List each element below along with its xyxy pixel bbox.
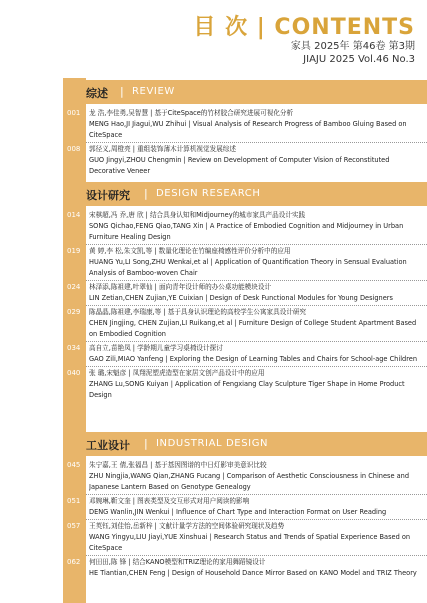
issue-en: JIAJU 2025 Vol.46 No.3 bbox=[303, 54, 415, 65]
entry-title-cn: 郭径义,周橙亮 | 重组装饰薄木计算机视觉发展综述 bbox=[89, 145, 236, 153]
entry-divider bbox=[86, 305, 427, 306]
entry-title-cn: 宋棋超,冯 乔,唐 欣 | 结合具身认知和Midjourney的城市家具产品设计实践 bbox=[89, 211, 306, 219]
section-header bbox=[63, 432, 427, 456]
entry-title-en: Decorative Veneer bbox=[89, 167, 151, 175]
entry-title-en: ZHU Ningjia,WANG Qian,ZHANG Fucang | Comparison of Aesthetic Consciousness in Chinese and bbox=[89, 472, 410, 480]
entry-divider bbox=[86, 280, 427, 281]
page-number: 040 bbox=[67, 369, 81, 377]
entry-title-cn: 陈晶晶,陈祖建,李瑞康,等 | 基于具身认识理论的高校学生公寓家具设计研究 bbox=[89, 308, 307, 316]
entry-title-cn: 龙 浩,李佳勇,吴智慧 | 基于CiteSpace的竹材胶合研究进展可视化分析 bbox=[89, 109, 294, 117]
entry-title-cn: 高自立,苗艳凤 | 学龄期儿童学习桌椅设计探讨 bbox=[89, 344, 223, 352]
entry-divider bbox=[86, 341, 427, 342]
entry-title-en: Design bbox=[89, 391, 112, 399]
entry-title-en: CiteSpace bbox=[89, 131, 123, 139]
section-header bbox=[63, 80, 427, 104]
page-number: 024 bbox=[67, 283, 81, 291]
entry-title-en: GAO Zili,MIAO Yanfeng | Exploring the Design of Learning Tables and Chairs for School-age Children bbox=[89, 355, 418, 363]
entry-divider bbox=[86, 366, 427, 367]
entry-title-en: CiteSpace bbox=[89, 544, 123, 552]
entry-title-en: HE Tiantian,CHEN Feng | Design of Household Dance Mirror Based on KANO Model and TRIZ Theory bbox=[89, 569, 417, 577]
section-title-cn: 工业设计 bbox=[86, 439, 130, 452]
section-title-cn: 综述 bbox=[86, 87, 108, 100]
page-number: 051 bbox=[67, 497, 81, 505]
entry-divider bbox=[86, 494, 427, 495]
page-number: 034 bbox=[67, 344, 81, 352]
section-header bbox=[63, 182, 427, 206]
entry-title-cn: 朱宁嘉,王 倩,张福昌 | 基于基因图谱的中日灯影审美意识比较 bbox=[89, 461, 267, 469]
entry-title-en: Analysis of Bamboo-woven Chair bbox=[89, 269, 198, 277]
section-title-en: DESIGN RESEARCH bbox=[156, 188, 261, 199]
entry-title-en: DENG Wanlin,JIN Wenkui | Influence of Chart Type and Interaction Format on User Reading bbox=[89, 508, 387, 516]
entry-title-cn: 张 璐,宋魁彦 | 凤翔泥塑虎造型在家居文创产品设计中的应用 bbox=[89, 369, 265, 377]
page-number: 001 bbox=[67, 109, 81, 117]
page-number: 057 bbox=[67, 522, 81, 530]
page-number: 019 bbox=[67, 247, 81, 255]
page-number: 062 bbox=[67, 558, 81, 566]
entry-divider bbox=[86, 244, 427, 245]
entry-title-en: Furniture Healing Design bbox=[89, 233, 171, 241]
page-title: 目 次 | CONTENTS bbox=[193, 15, 415, 40]
entry-title-en: CHEN Jingjing, CHEN Zujian,LI Ruikang,et al | Furniture Design of College Student Apartment Based bbox=[89, 319, 417, 327]
section-title-en: REVIEW bbox=[132, 86, 175, 97]
entry-title-cn: 黄 婷,李 松,朱文凯,等 | 数量化理论在竹编座椅感性评价分析中的应用 bbox=[89, 247, 291, 255]
entry-title-en: ZHANG Lu,SONG Kuiyan | Application of Fengxiang Clay Sculpture Tiger Shape in Home Product bbox=[89, 380, 405, 388]
entry-divider bbox=[86, 555, 427, 556]
section-title-cn: 设计研究 bbox=[86, 189, 130, 202]
entry-title-en: HUANG Yu,LI Song,ZHU Wenkai,et al | Application of Quantification Theory in Sensual Evaluation bbox=[89, 258, 407, 266]
entry-title-cn: 王英钰,刘佳怡,岳新梓 | 文献计量学方法的空间体验研究现状及趋势 bbox=[89, 522, 285, 530]
entry-title-en: on Embodied Cognition bbox=[89, 330, 166, 338]
section-title-en: INDUSTRIAL DESIGN bbox=[156, 438, 269, 449]
page-number: 045 bbox=[67, 461, 81, 469]
entry-title-cn: 何田田,陈 锋 | 结合KANO模型和TRIZ理论的家用舞蹈镜设计 bbox=[89, 558, 266, 566]
entry-title-en: Japanese Lantern Based on Genotype Genealogy bbox=[89, 483, 251, 491]
issue-info bbox=[291, 40, 415, 66]
entry-title-cn: 林泽添,陈祖建,叶翠仙 | 面向青年设计师的办公桌功能模块设计 bbox=[89, 283, 272, 291]
page-number: 029 bbox=[67, 308, 81, 316]
entry-divider bbox=[86, 519, 427, 520]
entry-title-en: GUO Jingyi,ZHOU Chengmin | Review on Development of Computer Vision of Reconstituted bbox=[89, 156, 390, 164]
entry-title-en: LIN Zetian,CHEN Zujian,YE Cuixian | Design of Desk Functional Modules for Young Designers bbox=[89, 294, 393, 302]
section-separator: | bbox=[144, 187, 148, 200]
page-number: 008 bbox=[67, 145, 81, 153]
entry-title-en: WANG Yingyu,LIU Jiayi,YUE Xinshuai | Research Status and Trends of Spatial Experience Based on bbox=[89, 533, 411, 541]
entry-title-cn: 邓婉琳,靳文奎 | 图表类型及交互形式对用户阅读的影响 bbox=[89, 497, 250, 505]
issue-cn: 家具 2025年 第46卷 第3期 bbox=[290, 41, 415, 52]
page-number: 014 bbox=[67, 211, 81, 219]
section-separator: | bbox=[144, 437, 148, 450]
section-separator: | bbox=[120, 85, 124, 98]
entry-divider bbox=[86, 142, 427, 143]
entry-title-en: MENG Hao,JI Jiagui,WU Zhihui | Visual Analysis of Research Progress of Bamboo Gluing Based on bbox=[89, 120, 407, 128]
entry-title-en: SONG Qichao,FENG Qiao,TANG Xin | A Practice of Embodied Cognition and Midjourney in Urban bbox=[89, 222, 404, 230]
